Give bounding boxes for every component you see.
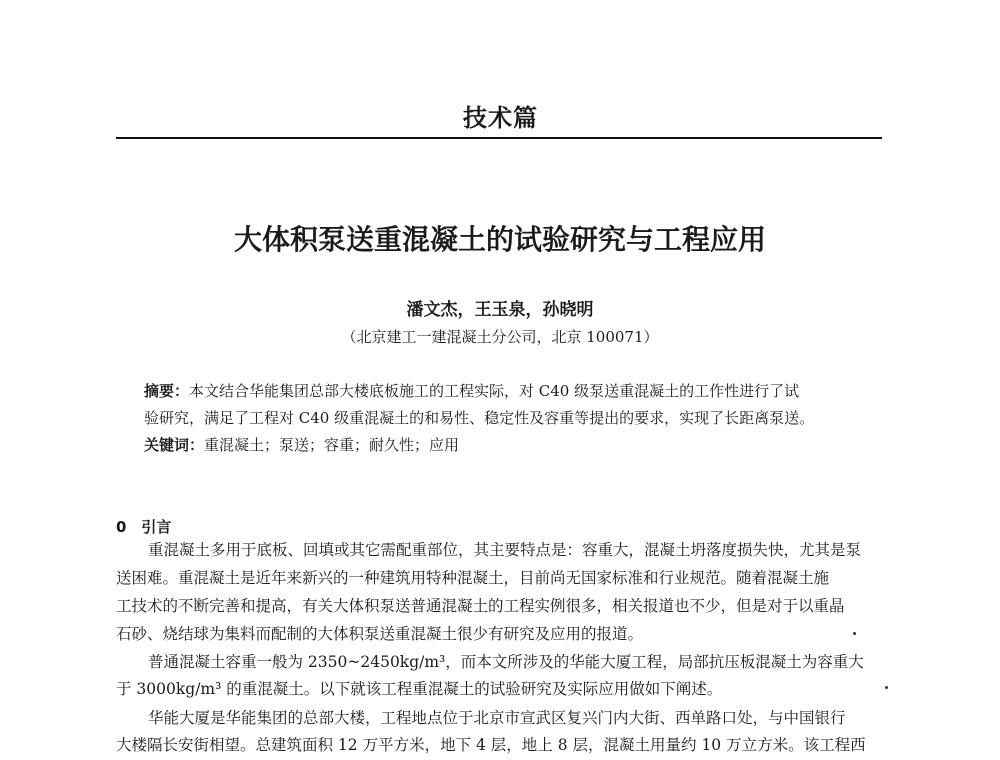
section-header: 技术篇 (463, 103, 538, 132)
intro-line-6: 于 3000kg/m³ 的重混凝土。以下就该工程重混凝土的试验研究及实际应用做如下阐述。 (116, 680, 723, 698)
intro-line-5: 普通混凝土容重一般为 2350~2450kg/m³，而本文所涉及的华能大厦工程，局部抗压板混凝土为容重大 (148, 653, 864, 671)
intro-line-4: 石砂、烧结球为集料而配制的大体积泵送重混凝土很少有研究及应用的报道。 (116, 625, 644, 643)
author-affiliation: （北京建工一建混凝土分公司，北京 100071） (341, 328, 659, 346)
intro-line-1: 重混凝土多用于底板、回填或其它需配重部位，其主要特点是：容重大，混凝土坍落度损失快，尤其是泵 (148, 541, 862, 559)
intro-line-2: 送困难。重混凝土是近年来新兴的一种建筑用特种混凝土，目前尚无国家标准和行业规范。随着混凝土施 (116, 569, 830, 587)
abstract-text-1: 本文结合华能集团总部大楼底板施工的工程实际，对 C40 级泵送重混凝土的工作性进行了试 (189, 382, 800, 400)
article-title: 大体积泵送重混凝土的试验研究与工程应用 (233, 223, 766, 256)
intro-line-8: 大楼隔长安街相望。总建筑面积 12 万平方米，地下 4 层，地上 8 层，混凝土用量约 10 万立方米。该工程西 (116, 736, 866, 754)
section-heading-intro: 0 引言 (116, 518, 172, 536)
article-authors: 潘文杰，王玉泉，孙晓明 (406, 300, 594, 320)
scan-speck (885, 686, 888, 689)
keywords-line (144, 434, 459, 455)
abstract-label: 摘要： (144, 382, 190, 400)
keywords-text: 重混凝土；泵送；容重；耐久性；应用 (204, 436, 460, 454)
scan-speck (853, 632, 856, 635)
header-rule (116, 137, 882, 139)
keywords-label: 关键词： (144, 436, 205, 454)
intro-line-3: 工技术的不断完善和提高，有关大体积泵送普通混凝土的工程实例很多，相关报道也不少，但是对于以重晶 (116, 597, 845, 615)
abstract-line-1 (144, 380, 799, 401)
intro-line-7: 华能大厦是华能集团的总部大楼，工程地点位于北京市宣武区复兴门内大街、西单路口处，与中国银行 (148, 709, 846, 727)
abstract-line-2: 验研究，满足了工程对 C40 级重混凝土的和易性、稳定性及容重等提出的要求，实现了长距离泵送。 (144, 409, 815, 427)
